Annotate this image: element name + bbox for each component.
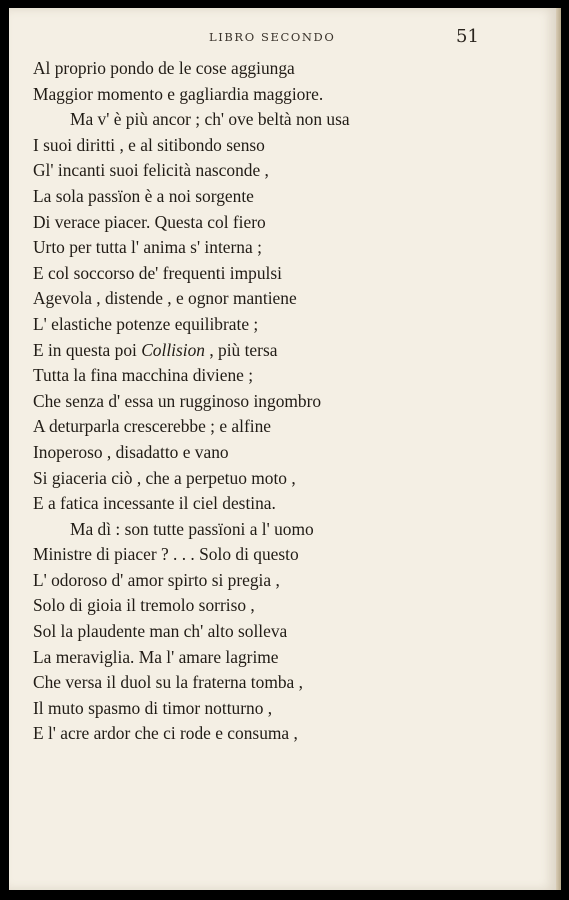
verse-text: Che senza d' essa un rugginoso ingombro (33, 390, 322, 411)
verse-line (33, 363, 533, 389)
verse-line (33, 466, 533, 492)
verse-line (33, 389, 533, 415)
page-number: 51 (456, 26, 479, 47)
book-page (9, 8, 556, 890)
verse-line (33, 312, 533, 338)
verse-line (33, 517, 533, 543)
verse-text: Sol la plaudente man ch' alto solleva (33, 621, 288, 642)
verse-text: L' odoroso d' amor spirto si pregia , (33, 569, 280, 590)
verse-line (33, 670, 533, 696)
verse-text: Urto per tutta l' anima s' interna ; (33, 237, 262, 258)
verse-line (33, 107, 533, 133)
page-header (9, 28, 556, 48)
verse-line (33, 286, 533, 312)
verse-line (33, 158, 533, 184)
verse-text: Di verace piacer. Questa col fiero (33, 211, 266, 232)
verse-line (33, 619, 533, 645)
verse-text: Tutta la fina macchina diviene ; (33, 365, 254, 386)
verse-line (33, 568, 533, 594)
verse-text: Che versa il duol su la fraterna tomba , (33, 672, 303, 693)
verse-italic-text: Collision (141, 339, 205, 360)
verse-text: E a fatica incessante il ciel destina. (33, 493, 276, 514)
verse-line (33, 82, 533, 108)
verse-line (33, 491, 533, 517)
verse-text: Si giaceria ciò , che a perpetuo moto , (33, 467, 296, 488)
verse-line (33, 440, 533, 466)
page-edge (556, 8, 561, 890)
verse-text: Agevola , distende , e ognor mantiene (33, 288, 297, 309)
verse-text: Al proprio pondo de le cose aggiunga (33, 58, 295, 78)
verse-line (33, 338, 533, 364)
verse-line (33, 235, 533, 261)
verse-line (33, 542, 533, 568)
verse-text: Ma dì : son tutte passïoni a l' uomo (70, 518, 314, 539)
verse-line (33, 133, 533, 159)
running-head: LIBRO SECONDO (209, 30, 336, 44)
verse-text: E l' acre ardor che ci rode e consuma , (33, 723, 298, 744)
verse-line (33, 414, 533, 440)
verse-line (33, 261, 533, 287)
verse-text: L' elastiche potenze equilibrate ; (33, 313, 259, 334)
verse-text: I suoi diritti , e al sitibondo senso (33, 134, 265, 155)
verse-text: E in questa poi (33, 339, 142, 360)
verse-text: Solo di gioia il tremolo sorriso , (33, 595, 255, 616)
verse-text: La sola passïon è a noi sorgente (33, 185, 254, 206)
verse-text: E col soccorso de' frequenti impulsi (33, 262, 282, 283)
verse-text-after: , più tersa (204, 339, 278, 360)
verse-line (33, 696, 533, 722)
verse-text: Il muto spasmo di timor notturno , (33, 697, 273, 718)
poem-text (33, 56, 533, 747)
verse-line (33, 210, 533, 236)
verse-text: Gl' incanti suoi felicità nasconde , (33, 160, 269, 181)
verse-text: A deturparla crescerebbe ; e alfine (33, 416, 272, 437)
verse-text: La meraviglia. Ma l' amare lagrime (33, 646, 279, 667)
verse-text: Inoperoso , disadatto e vano (33, 441, 229, 462)
verse-text: Ma v' è più ancor ; ch' ove beltà non usa (70, 109, 350, 130)
verse-line (33, 184, 533, 210)
verse-line (33, 56, 533, 82)
verse-line (33, 721, 533, 747)
verse-text: Maggior momento e gagliardia maggiore. (33, 83, 324, 104)
verse-text: Ministre di piacer ? . . . Solo di questo (33, 544, 299, 565)
verse-line (33, 645, 533, 671)
verse-line (33, 593, 533, 619)
